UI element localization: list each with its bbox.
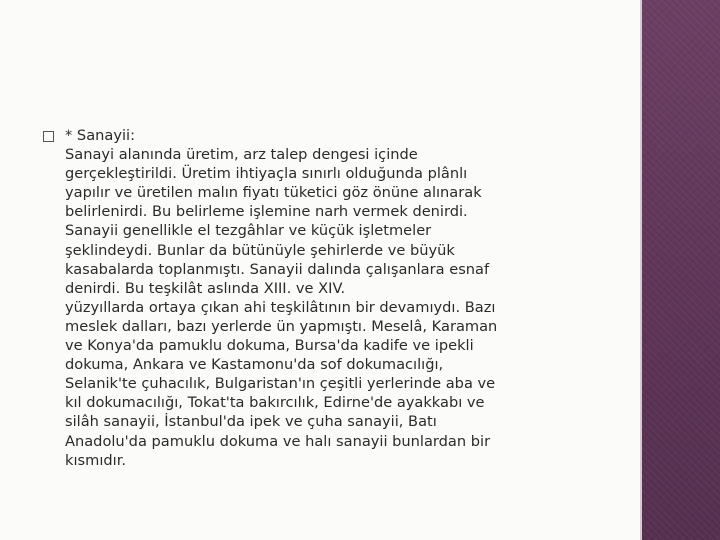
body-line: ve Konya'da pamuklu dokuma, Bursa'da kadife ve ipekli xyxy=(65,337,474,355)
slide-text-body xyxy=(65,126,605,470)
decorative-sidebar xyxy=(642,0,720,540)
body-line: şeklindeydi. Bunlar da bütünüyle şehirlerde ve büyük xyxy=(65,241,455,259)
body-line: meslek dalları, bazı yerlerde ün yapmıştı. Meselâ, Karaman xyxy=(65,317,498,335)
body-line: kasabalarda toplanmıştı. Sanayii dalında çalışanlara esnaf xyxy=(65,260,490,278)
body-line: kısmıdır. xyxy=(65,451,126,469)
body-line: silâh sanayii, İstanbul'da ipek ve çuha sanayii, Batı xyxy=(65,413,437,431)
body-line: belirlenirdi. Bu belirleme işlemine narh vermek denirdi. xyxy=(65,203,468,221)
body-line: Sanayii genellikle el tezgâhlar ve küçük işletmeler xyxy=(65,222,432,240)
body-line: yüzyıllarda ortaya çıkan ahi teşkilâtının bir devamıydı. Bazı xyxy=(65,298,496,316)
body-line: Selanik'te çuhacılık, Bulgaristan'ın çeşitli yerlerinde aba ve xyxy=(65,375,496,393)
body-line: kıl dokumacılığı, Tokat'ta bakırcılık, Edirne'de ayakkabı ve xyxy=(65,394,485,412)
heading-text: * Sanayii: xyxy=(65,127,135,144)
body-line: Anadolu'da pamuklu dokuma ve halı sanayii bunlardan bir xyxy=(65,432,491,450)
body-line: dokuma, Ankara ve Kastamonu'da sof dokumacılığı, xyxy=(65,356,444,374)
empty-square-bullet-icon xyxy=(43,131,54,142)
body-line: yapılır ve üretilen malın fiyatı tüketici göz önüne alınarak xyxy=(65,184,482,202)
body-line: gerçekleştirildi. Üretim ihtiyaçla sınırlı olduğunda plânlı xyxy=(65,165,468,183)
body-line: Sanayi alanında üretim, arz talep dengesi içinde xyxy=(65,146,418,164)
body-line: denirdi. Bu teşkilât aslında XIII. ve XIV. xyxy=(65,279,346,297)
